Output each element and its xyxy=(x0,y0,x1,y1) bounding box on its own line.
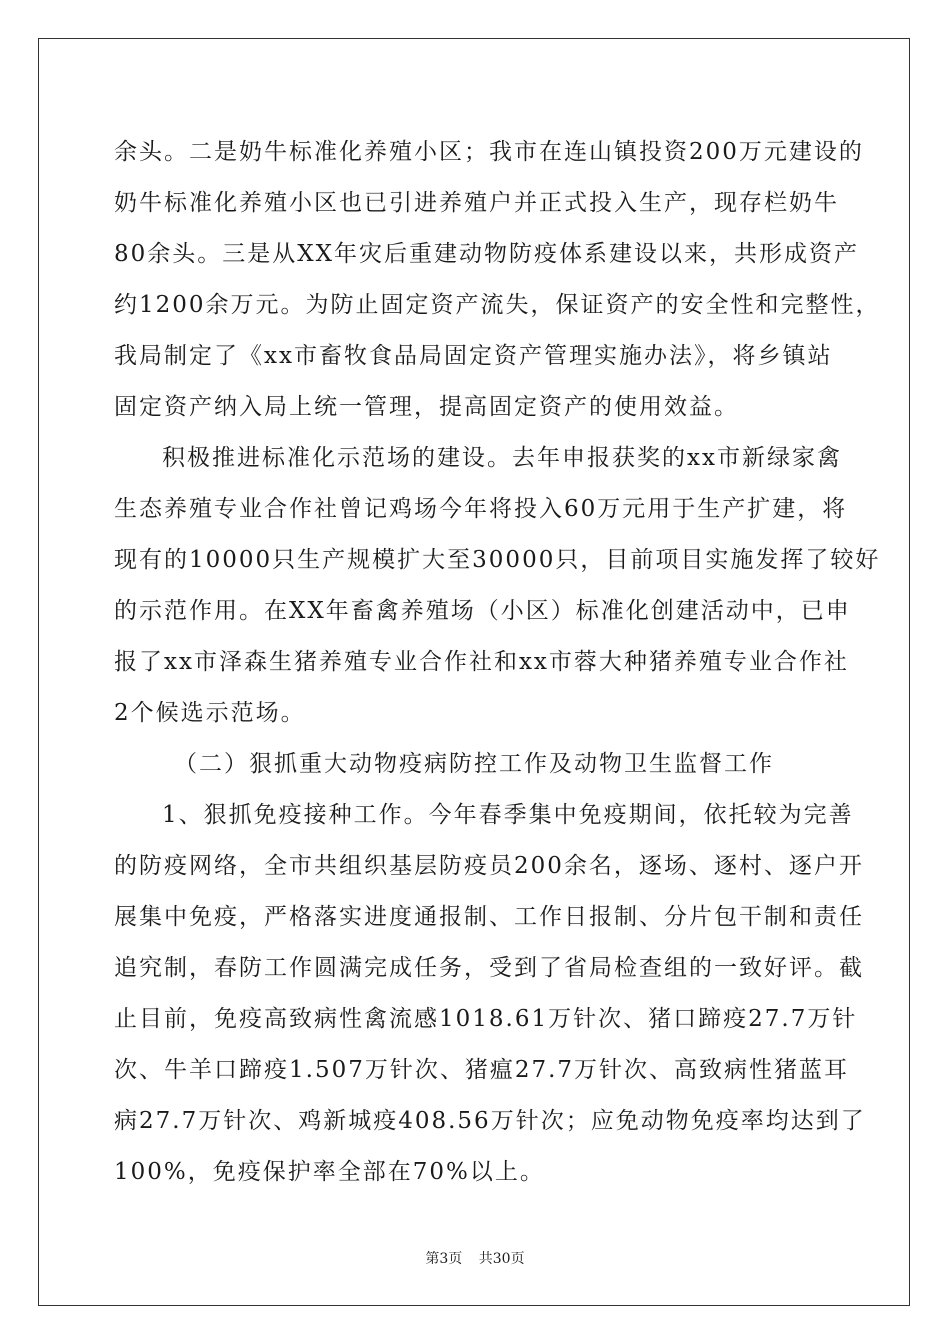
text-line: 病27.7万针次、鸡新城疫408.56万针次；应免动物免疫率均达到了 xyxy=(114,1108,866,1134)
text-line: 80余头。三是从XX年灾后重建动物防疫体系建设以来，共形成资产 xyxy=(114,241,860,267)
text-line: 奶牛标准化养殖小区也已引进养殖户并正式投入生产，现存栏奶牛 xyxy=(114,190,839,216)
text-line: 生态养殖专业合作社曾记鸡场今年将投入60万元用于生产扩建，将 xyxy=(114,496,848,522)
page-footer xyxy=(0,1248,950,1268)
text-line: 的防疫网络，全市共组织基层防疫员200余名，逐场、逐村、逐户开 xyxy=(114,853,864,879)
text-line: 约1200余万元。为防止固定资产流失，保证资产的安全性和完整性， xyxy=(114,292,881,318)
paragraph-start-line: 1、狠抓免疫接种工作。今年春季集中免疫期间，依托较为完善 xyxy=(162,802,854,828)
document-body xyxy=(114,127,881,1198)
page-total: 共30页 xyxy=(478,1251,525,1267)
text-line: 余头。二是奶牛标准化养殖小区；我市在连山镇投资200万元建设的 xyxy=(114,139,864,165)
text-line: 100%，免疫保护率全部在70%以上。 xyxy=(114,1159,545,1185)
text-line: 止目前，免疫高致病性禽流感1018.61万针次、猪口蹄疫27.7万针 xyxy=(114,1006,858,1032)
text-line: 我局制定了《xx市畜牧食品局固定资产管理实施办法》，将乡镇站 xyxy=(114,343,833,369)
text-line: 2个候选示范场。 xyxy=(114,700,306,726)
text-line: 展集中免疫，严格落实进度通报制、工作日报制、分片包干制和责任 xyxy=(114,904,864,930)
page-number: 第3页 xyxy=(425,1251,463,1267)
text-line: 的示范作用。在XX年畜禽养殖场（小区）标准化创建活动中，已申 xyxy=(114,598,851,624)
text-line: 报了xx市泽森生猪养殖专业合作社和xx市蓉大种猪养殖专业合作社 xyxy=(114,649,849,675)
text-line: 追究制，春防工作圆满完成任务，受到了省局检查组的一致好评。截 xyxy=(114,955,864,981)
text-line: 固定资产纳入局上统一管理，提高固定资产的使用效益。 xyxy=(114,394,739,420)
text-line: 现有的10000只生产规模扩大至30000只，目前项目实施发挥了较好 xyxy=(114,547,881,573)
paragraph-start-line: 积极推进标准化示范场的建设。去年申报获奖的xx市新绿家禽 xyxy=(162,445,842,471)
section-heading: （二）狠抓重大动物疫病防控工作及动物卫生监督工作 xyxy=(174,751,774,777)
text-line: 次、牛羊口蹄疫1.507万针次、猪瘟27.7万针次、高致病性猪蓝耳 xyxy=(114,1057,850,1083)
